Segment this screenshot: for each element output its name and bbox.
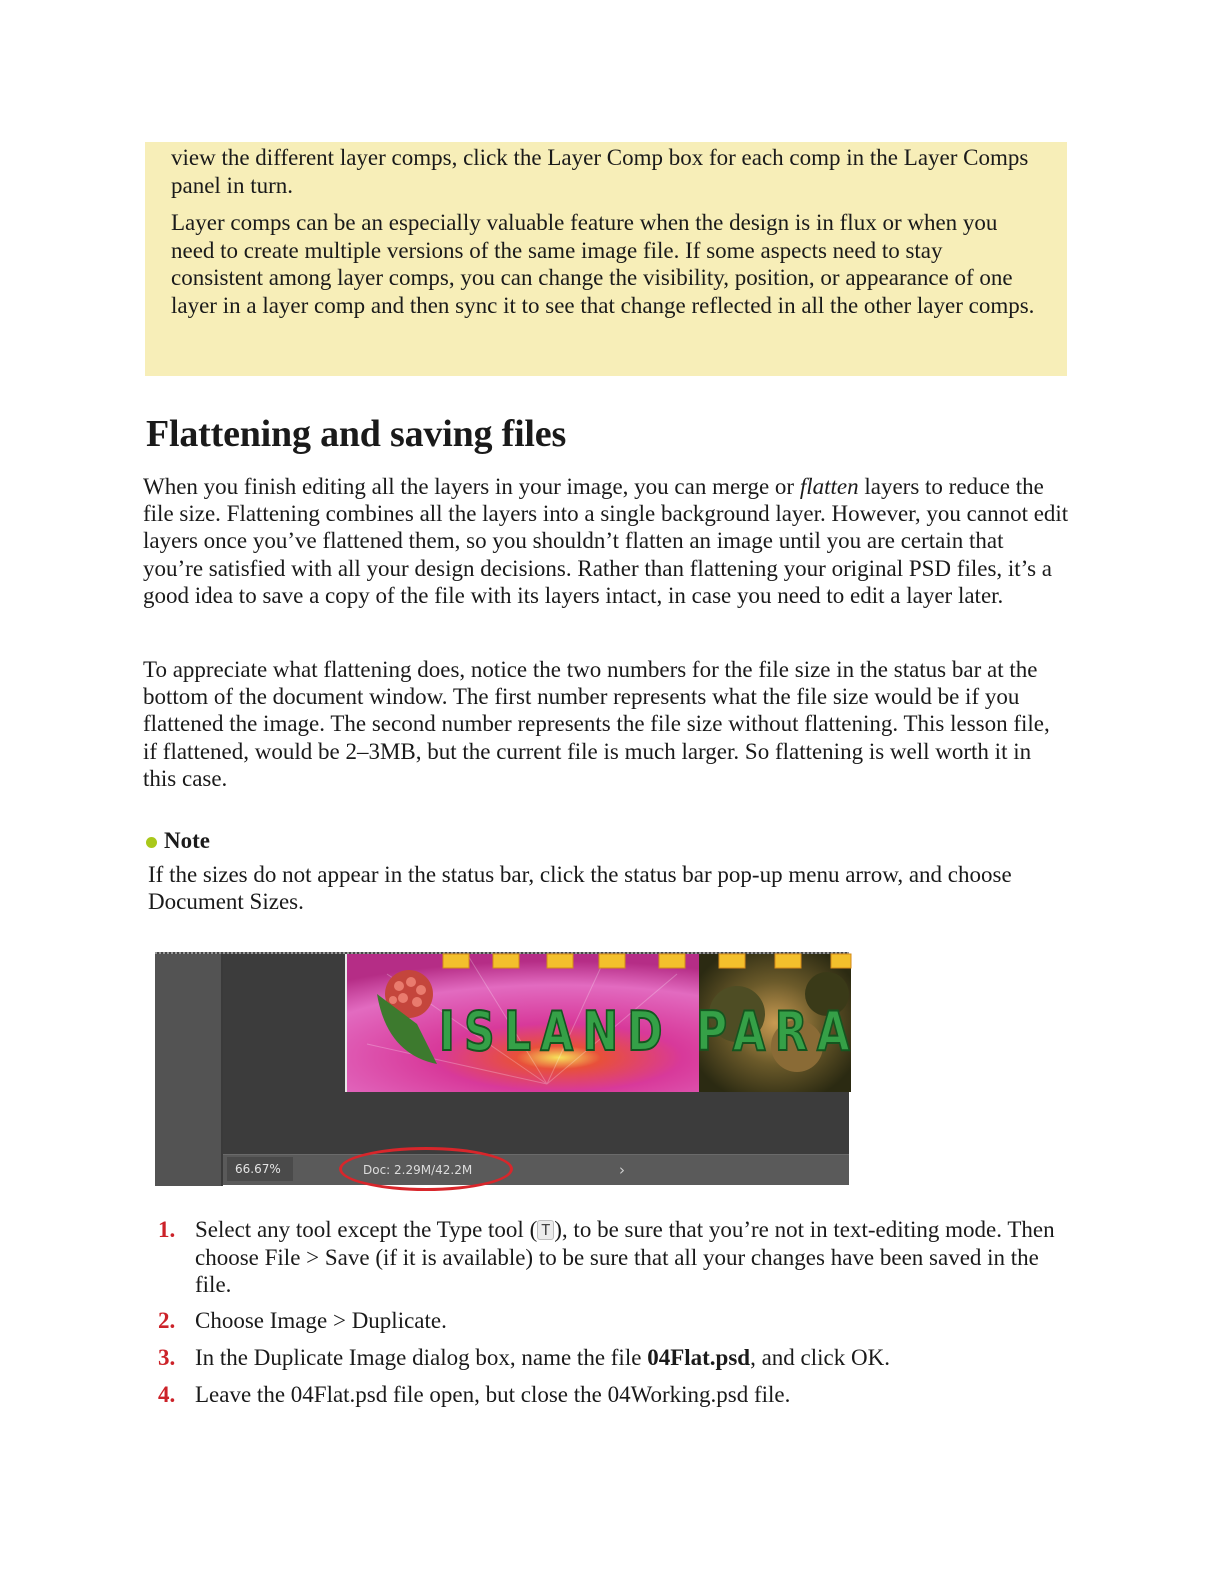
step-item [158,1216,1068,1299]
body-text: layers to reduce the file size. Flattening combines all the layers into a single background layer. However, you cannot edit layers once you’ve flattened them, so you shouldn’t flatten an image until you are certain that you’re satisfied with all your design decisions. Rather than flattening your original PSD files, it’s a good idea to save a copy of the file with its layers intact, in case you need to edit a layer later. [143,474,1069,608]
step-number: 4. [158,1382,176,1407]
section-heading: Flattening and saving files [146,413,567,455]
step-item [158,1307,1068,1335]
body-paragraph: To appreciate what flattening does, notice the two numbers for the file size in the status bar at the bottom of the document window. The first number represents what the file size would be if you flattened the image. The second number represents the file size without flattening. This lesson file, if flattened, would be 2–3MB, but the current file is much larger. So flattening is well worth it in this case. [143,657,1050,791]
status-bar [223,1154,849,1185]
note-bullet-icon [146,837,157,848]
zoom-level-field[interactable]: 66.67% [227,1157,293,1181]
step-text: Leave the 04Flat.psd file open, but close the 04Working.psd file. [195,1382,791,1407]
island-paradise-banner [347,954,859,1092]
banner-title-text: ISLAND PARA [439,1000,859,1063]
step-number: 1. [158,1217,176,1242]
step-number: 2. [158,1308,176,1333]
document-size-readout: Doc: 2.29M/42.2M [363,1163,473,1177]
sidebar-paragraph: view the different layer comps, click the Layer Comp box for each comp in the Layer Comps panel in turn. [171,145,1029,198]
step-text-part: In the Duplicate Image dialog box, name the file [195,1345,648,1370]
step-text-part: ), to be sure that you’re not in text-editing mode. Then choose File > Save (if it is available) to be sure that all your changes have been saved in the file. [195,1217,1055,1297]
sidebar-box [145,142,1067,376]
step-text [195,1216,1068,1299]
note-title: Note [164,828,210,853]
emphasis-text: flatten [799,474,859,499]
sidebar-paragraph: Layer comps can be an especially valuable feature when the design is in flux or when you need to create multiple versions of the same image file. If some aspects need to stay consistent among layer comps, you can change the visibility, position, or appearance of one layer in a layer comp and then sync it to see that change reflected in all the other layer comps. [171,210,1035,318]
step-text-part: , and click OK. [750,1345,890,1370]
step-text-part: Select any tool except the Type tool ( [195,1217,538,1242]
step-text [195,1344,1068,1372]
step-number: 3. [158,1345,176,1370]
type-tool-icon: T [537,1220,554,1240]
filename-bold: 04Flat.psd [647,1345,751,1370]
note-text: If the sizes do not appear in the status bar, click the status bar pop-up menu arrow, and choose Document Sizes. [148,862,1012,915]
body-text: When you finish editing all the layers in your image, you can merge or [143,474,800,499]
body-paragraph [143,473,1069,609]
document-image [345,954,859,1092]
note-heading [146,828,210,854]
step-item [158,1344,1068,1372]
status-bar-screenshot [155,952,859,1184]
callout-ellipse [339,1147,513,1191]
step-item [158,1381,1068,1409]
step-text: Choose Image > Duplicate. [195,1308,447,1333]
tools-panel-strip [155,954,221,1186]
status-menu-arrow-icon[interactable]: › [619,1161,625,1179]
